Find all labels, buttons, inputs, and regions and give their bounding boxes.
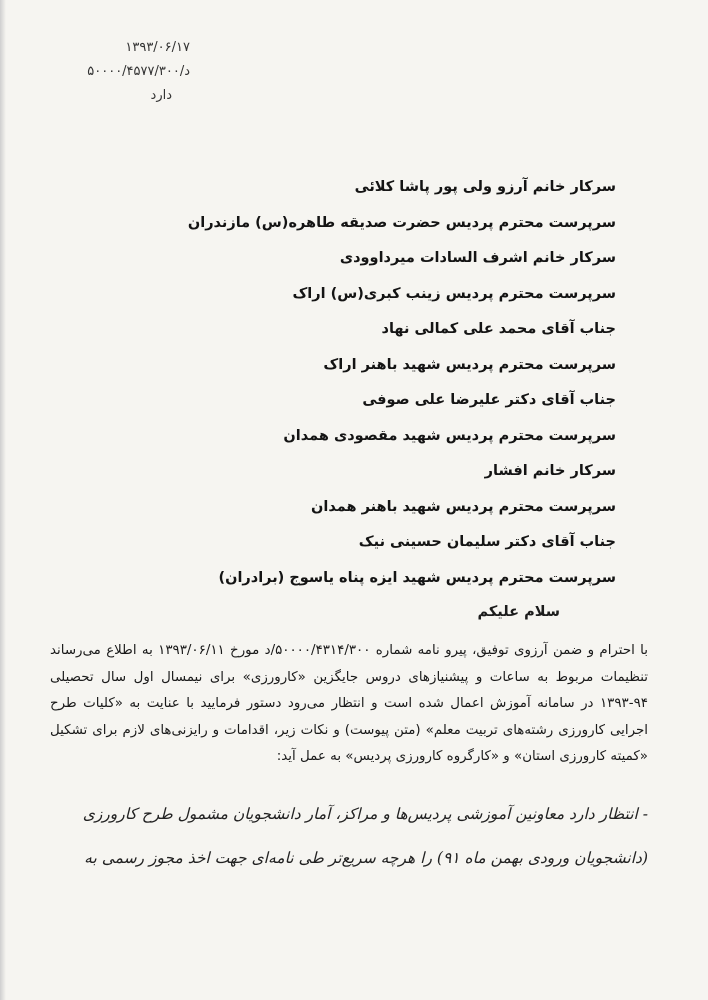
greeting: سلام علیکم bbox=[477, 604, 560, 620]
attachment-status: دارد bbox=[150, 88, 172, 103]
addressee-line: جناب آقای دکتر علیرضا علی صوفی bbox=[362, 392, 616, 408]
addressee-line: سرکار خانم آرزو ولی پور پاشا کلائی bbox=[354, 179, 616, 195]
addressee-line: سرکار خانم اشرف السادات میرداوودی bbox=[339, 250, 616, 266]
letter-number: د/۵۰۰۰۰/۴۵۷۷/۳۰۰ bbox=[87, 64, 190, 79]
addressee-line: سرپرست محترم پردیس حضرت صدیقه طاهره(س) مازندران bbox=[187, 214, 616, 231]
letter-meta bbox=[40, 36, 190, 108]
addressee-line: جناب آقای محمد علی کمالی نهاد bbox=[381, 321, 616, 337]
letter-date: ۱۳۹۳/۰۶/۱۷ bbox=[125, 40, 190, 55]
handwritten-line: (دانشجویان ورودی بهمن ماه ۹۱) را هرچه سریع‌تر طی نامه‌ای جهت اخذ مجوز رسمی به bbox=[84, 849, 648, 867]
addressee-line: جناب آقای دکتر سلیمان حسینی نیک bbox=[358, 534, 616, 550]
addressee-line: سرپرست محترم پردیس زینب کبری(س) اراک bbox=[292, 285, 616, 302]
handwritten-line: - انتظار دارد معاونین آموزشی پردیس‌ها و مراکز، آمار دانشجویان مشمول طرح کارورزی bbox=[82, 805, 648, 823]
addressee-line: سرپرست محترم پردیس شهید مقصودی همدان bbox=[283, 427, 616, 444]
handwritten-note bbox=[58, 792, 648, 880]
body-paragraph: با احترام و ضمن آرزوی توفیق، پیرو نامه شماره ۵۰۰۰۰/۴۳۱۴/۳۰۰/د مورخ ۱۳۹۳/۰۶/۱۱ به اطلاع می‌رساند تنظیمات مربوط به ساعات و پیشنیازهای دروس جایگزین «کارورزی» برای نیمسال اول سال تحصیلی ۹۴-۱۳۹۳ در سامانه آموزش اعمال شده است و انتظار می‌رود دستور فرمایید با عنایت به «کلیات طرح اجرایی کارورزی رشته‌های تربیت معلم» (متن پیوست) و نکات زیر، اقدامات و رایزنی‌های لازم برای تشکیل «کمیته کارورزی استان» و «کارگروه کارورزی پردیس» به عمل آید: bbox=[50, 643, 648, 764]
addressee-line: سرپرست محترم پردیس شهید باهنر همدان bbox=[311, 498, 616, 515]
page-edge-shadow bbox=[0, 0, 6, 1000]
addressee-line: سرکار خانم افشار bbox=[484, 463, 616, 479]
addressee-list bbox=[96, 170, 616, 596]
letter-body bbox=[50, 638, 648, 771]
addressee-line: سرپرست محترم پردیس شهید ایزه پناه یاسوج (برادران) bbox=[218, 569, 616, 586]
addressee-line: سرپرست محترم پردیس شهید باهنر اراک bbox=[323, 356, 616, 373]
